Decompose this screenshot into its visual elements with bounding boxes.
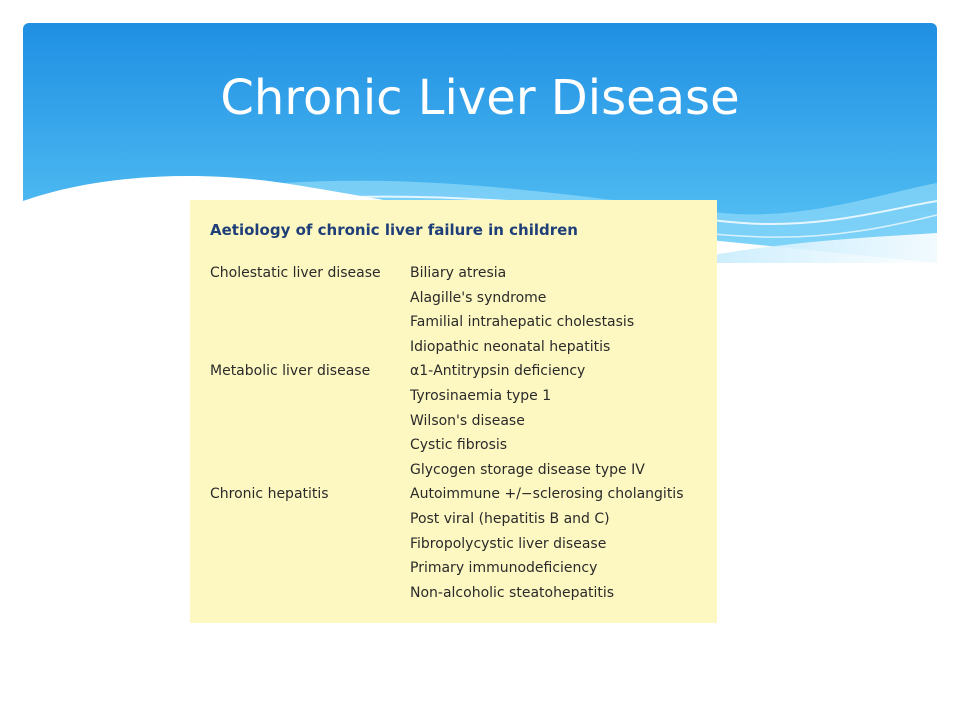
cause-item: Tyrosinaemia type 1	[410, 387, 552, 404]
category-label: Metabolic liver disease	[210, 363, 371, 380]
cause-item: Cystic fibrosis	[410, 437, 508, 454]
aetiology-table	[190, 200, 717, 623]
cause-item: Non-alcoholic steatohepatitis	[410, 584, 615, 601]
category-label: Cholestatic liver disease	[210, 265, 381, 281]
cause-item: α1-Antitrypsin deficiency	[410, 363, 586, 380]
table-group-cholestatic	[210, 261, 697, 359]
cause-item: Fibropolycystic liver disease	[410, 535, 607, 552]
table-caption: Aetiology of chronic liver failure in children	[210, 221, 578, 239]
cause-item: Familial intrahepatic cholestasis	[410, 314, 635, 331]
cause-item: Idiopathic neonatal hepatitis	[410, 338, 611, 355]
cause-item: Alagille's syndrome	[410, 289, 547, 306]
category-label: Chronic hepatitis	[210, 486, 329, 503]
cause-item: Biliary atresia	[410, 265, 507, 281]
table-group-hepatitis	[210, 482, 697, 605]
cause-item: Primary immunodeficiency	[410, 560, 598, 577]
slide-title: Chronic Liver Disease	[220, 70, 740, 126]
cause-item: Post viral (hepatitis B and C)	[410, 510, 610, 527]
table-group-metabolic	[210, 359, 697, 482]
cause-item: Glycogen storage disease type IV	[410, 461, 645, 478]
cause-item: Wilson's disease	[410, 412, 525, 429]
cause-item: Autoimmune +/−sclerosing cholangitis	[410, 486, 684, 503]
